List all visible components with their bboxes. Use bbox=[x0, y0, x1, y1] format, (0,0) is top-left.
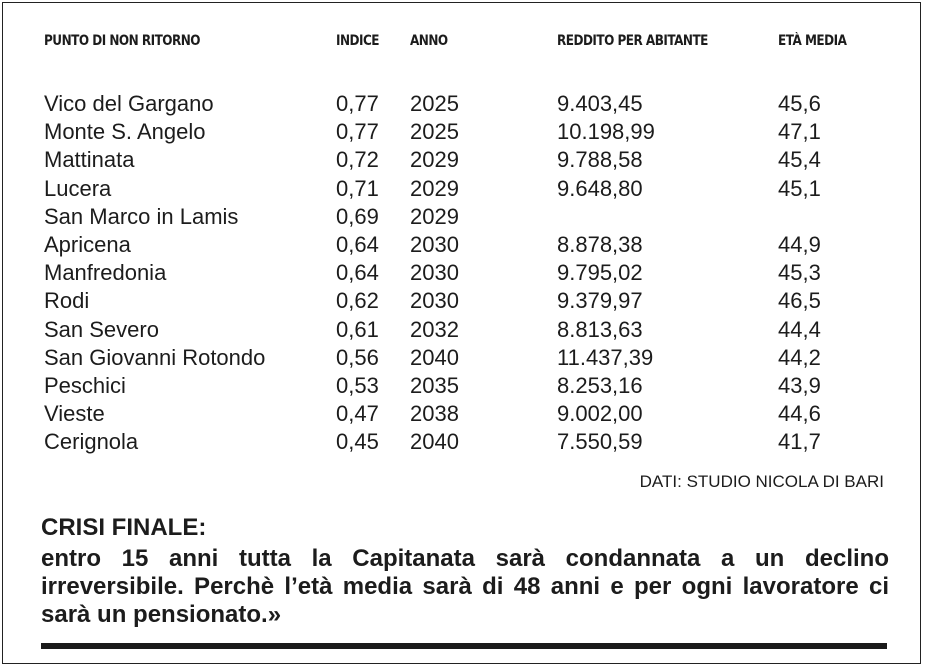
cell-income: 9.795,02 bbox=[557, 260, 643, 286]
cell-age: 44,9 bbox=[778, 231, 821, 257]
cell-year: 2029 bbox=[410, 175, 459, 201]
cell-year: 2040 bbox=[410, 344, 459, 370]
cell-index: 0,77 bbox=[336, 91, 379, 116]
cell-age: 44,6 bbox=[778, 401, 821, 427]
cell-income: 9.403,45 bbox=[557, 91, 643, 116]
cell-age: 45,6 bbox=[778, 91, 821, 116]
cell-year: 2040 bbox=[410, 429, 459, 455]
cell-income: 9.788,58 bbox=[557, 147, 643, 173]
cell-income: 7.550,59 bbox=[557, 429, 643, 455]
table-row bbox=[3, 316, 922, 344]
cell-name: San Marco in Lamis bbox=[44, 203, 239, 229]
table-row bbox=[3, 175, 922, 203]
table-row bbox=[3, 400, 922, 428]
cell-name: Peschici bbox=[44, 372, 126, 398]
cell-name: Mattinata bbox=[44, 147, 135, 173]
table-row bbox=[3, 344, 922, 372]
table-row bbox=[3, 90, 922, 118]
cell-name: San Severo bbox=[44, 316, 159, 342]
cell-income: 8.813,63 bbox=[557, 316, 643, 342]
cell-age: 41,7 bbox=[778, 429, 821, 455]
crisis-title: CRISI FINALE: bbox=[41, 514, 207, 541]
cell-age: 46,5 bbox=[778, 288, 821, 314]
cell-age: 47,1 bbox=[778, 119, 821, 145]
table-row bbox=[3, 118, 922, 146]
table-row bbox=[3, 259, 922, 287]
cell-income: 11.437,39 bbox=[557, 344, 654, 370]
cell-name: Apricena bbox=[44, 231, 131, 257]
cell-income: 9.379,97 bbox=[557, 288, 643, 314]
cell-income: 9.002,00 bbox=[557, 401, 643, 427]
cell-name: Manfredonia bbox=[44, 260, 167, 286]
cell-income: 8.878,38 bbox=[557, 231, 643, 257]
cell-age: 45,4 bbox=[778, 147, 821, 173]
bottom-rule bbox=[41, 643, 887, 649]
table-row bbox=[3, 372, 922, 400]
table-row bbox=[3, 203, 922, 231]
cell-index: 0,72 bbox=[336, 147, 379, 173]
cell-index: 0,64 bbox=[336, 260, 379, 286]
cell-index: 0,61 bbox=[336, 316, 379, 342]
cell-index: 0,69 bbox=[336, 203, 379, 229]
cell-index: 0,56 bbox=[336, 344, 379, 370]
cell-index: 0,77 bbox=[336, 119, 379, 145]
cell-name: Lucera bbox=[44, 175, 112, 201]
infographic-panel bbox=[2, 2, 921, 664]
cell-name: Vieste bbox=[44, 401, 105, 427]
cell-index: 0,71 bbox=[336, 175, 379, 201]
cell-age: 43,9 bbox=[778, 372, 821, 398]
cell-income: 10.198,99 bbox=[557, 119, 655, 145]
cell-index: 0,53 bbox=[336, 372, 379, 398]
header-age: ETÀ MEDIA bbox=[778, 33, 847, 49]
cell-index: 0,47 bbox=[336, 401, 379, 427]
table-row bbox=[3, 287, 922, 315]
cell-age: 45,3 bbox=[778, 260, 821, 286]
cell-age: 44,4 bbox=[778, 316, 821, 342]
cell-year: 2032 bbox=[410, 316, 459, 342]
cell-year: 2030 bbox=[410, 260, 459, 286]
data-table bbox=[3, 90, 922, 456]
header-name: PUNTO DI NON RITORNO bbox=[44, 33, 201, 49]
cell-year: 2030 bbox=[410, 231, 459, 257]
crisis-text: entro 15 anni tutta la Capitanata sarà condannata a un declino irreversibile. Perchè l’età media sarà di 48 anni e per ogni lavoratore ci sarà un pensionato.» bbox=[41, 545, 889, 628]
header-index: INDICE bbox=[336, 33, 379, 49]
cell-name: Monte S. Angelo bbox=[44, 119, 206, 145]
cell-age: 44,2 bbox=[778, 344, 821, 370]
cell-name: San Giovanni Rotondo bbox=[44, 344, 266, 370]
cell-name: Rodi bbox=[44, 288, 90, 314]
cell-name: Cerignola bbox=[44, 429, 139, 455]
table-row bbox=[3, 146, 922, 174]
header-income: REDDITO PER ABITANTE bbox=[557, 33, 708, 49]
cell-age: 45,1 bbox=[778, 175, 821, 201]
cell-year: 2035 bbox=[410, 372, 459, 398]
cell-income: 9.648,80 bbox=[557, 175, 643, 201]
data-source: DATI: STUDIO NICOLA DI BARI bbox=[639, 472, 884, 491]
table-row bbox=[3, 231, 922, 259]
header-year: ANNO bbox=[410, 33, 448, 49]
cell-index: 0,62 bbox=[336, 288, 379, 314]
cell-name: Vico del Gargano bbox=[44, 91, 214, 116]
cell-year: 2025 bbox=[410, 91, 459, 116]
cell-year: 2025 bbox=[410, 119, 459, 145]
cell-year: 2030 bbox=[410, 288, 459, 314]
cell-year: 2029 bbox=[410, 203, 459, 229]
cell-income: 8.253,16 bbox=[557, 372, 643, 398]
cell-year: 2038 bbox=[410, 401, 459, 427]
cell-index: 0,64 bbox=[336, 231, 379, 257]
cell-index: 0,45 bbox=[336, 429, 379, 455]
cell-year: 2029 bbox=[410, 147, 459, 173]
table-row bbox=[3, 428, 922, 456]
